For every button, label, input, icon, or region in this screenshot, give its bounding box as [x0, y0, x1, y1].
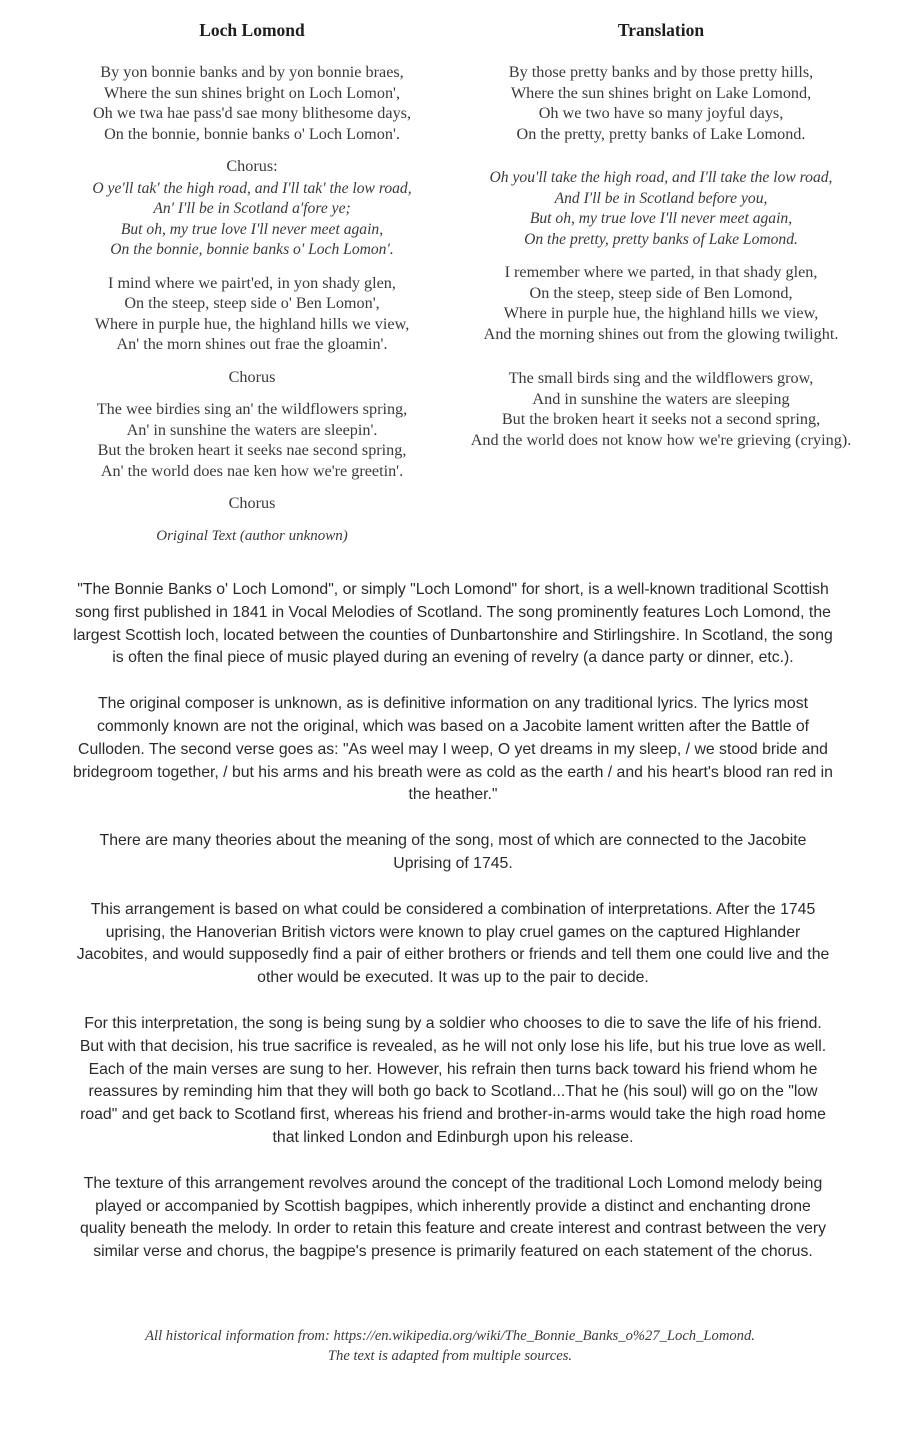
lyric-line: An' in sunshine the waters are sleepin'.	[126, 420, 378, 439]
lyric-line: Oh we two have so many joyful days,	[538, 104, 784, 122]
lyric-line: But the broken heart it seeks not a second spring,	[501, 410, 821, 428]
lyric-line: I remember where we parted, in that shady glen,	[504, 263, 818, 281]
lyric-line: The wee birdies sing an' the wildflowers spring,	[96, 400, 408, 418]
lyric-line: On the steep, steep side o' Ben Lomon',	[124, 294, 380, 312]
translation-verse-3	[466, 368, 856, 450]
lyric-line: Where in purple hue, the highland hills we view,	[503, 304, 819, 322]
description-paragraph: The original composer is unknown, as is definitive information on any traditional lyrics. The lyrics most commonly known are not the original, which was based on a Jacobite lament written after the Battle of Culloden. The second verse goes as: "As weel may I weep, O yet dreams in my sleep, / we stood bride and bridegroom together, / but his arms and his breath were as cold as the earth / and his heart's blood ran red in the heather."	[73, 695, 833, 804]
lyric-line: An' the morn shines out frae the gloamin'.	[116, 335, 388, 353]
lyric-line: Where in purple hue, the highland hills we view,	[94, 314, 410, 333]
lyric-line: On the bonnie, bonnie banks o' Loch Lomon'.	[104, 124, 400, 143]
chorus-reference: Chorus	[228, 494, 276, 512]
original-title: Loch Lomond	[199, 20, 305, 40]
lyric-line: And in sunshine the waters are sleeping	[532, 389, 790, 408]
lyric-line: On the pretty, pretty banks of Lake Lomond.	[524, 230, 798, 248]
description-paragraph: For this interpretation, the song is being sung by a soldier who chooses to die to save the life of his friend. But with that decision, his true sacrifice is revealed, as he will not only lose his life, but his true love as well. Each of the main verses are sung to her. However, his refrain then turns back toward his friend whom he reassures by reminding him that they will both go back to Scotland...That he (his soul) will go on the "low road" and get back to Scotland first, whereas his friend and brother-in-arms would take the high road home that linked London and Edinburgh upon his release.	[79, 1014, 827, 1146]
chorus-label: Chorus:	[226, 157, 278, 175]
lyric-line: Where the sun shines bright on Lake Lomond,	[510, 83, 812, 102]
footnote-source-line: All historical information from: https://en.wikipedia.org/wiki/The_Bonnie_Banks_o%27_Loch_Lomond.	[145, 1328, 755, 1344]
lyric-line: On the steep, steep side of Ben Lomond,	[529, 283, 793, 302]
original-verse-1	[52, 62, 452, 144]
lyric-line: And the morning shines out from the glowing twilight.	[483, 324, 839, 343]
lyric-line: But oh, my true love I'll never meet again,	[529, 210, 793, 227]
translation-chorus	[466, 168, 856, 250]
lyric-line: Oh we twa hae pass'd sae mony blithesome days,	[92, 104, 412, 122]
description-paragraph: The texture of this arrangement revolves around the concept of the traditional Loch Lomond melody being played or accompanied by Scottish bagpipes, which inherently provide a distinct and enchanting drone quality beneath the melody. In order to retain this feature and create interest and contrast between the very similar verse and chorus, the bagpipe's presence is primarily featured on each statement of the chorus.	[79, 1174, 827, 1261]
description-paragraph: "The Bonnie Banks o' Loch Lomond", or simply "Loch Lomond" for short, is a well-known traditional Scottish song first published in 1841 in Vocal Melodies of Scotland. The song prominently features Loch Lomond, the largest Scottish loch, located between the counties of Dunbartonshire and Stirlingshire. In Scotland, the song is often the final piece of music played during an evening of revelry (a dance party or dinner, etc.).	[73, 581, 833, 667]
original-verse-2	[52, 273, 452, 355]
lyric-line: By those pretty banks and by those pretty hills,	[508, 63, 814, 81]
description-paragraph: This arrangement is based on what could be considered a combination of interpretations. After the 1745 uprising, the Hanoverian British victors were known to play cruel games on the captured Highlander Jacobites, and would supposedly find a pair of either brothers or friends and tell them one could live and the other would be executed. It was up to the pair to decide.	[76, 900, 830, 987]
translation-verse-2	[466, 262, 856, 344]
lyric-line: Where the sun shines bright on Loch Lomon',	[103, 83, 401, 102]
chorus-reference: Chorus	[228, 367, 276, 386]
lyric-line: But the broken heart it seeks nae second spring,	[97, 441, 407, 459]
lyric-line: But oh, my true love I'll never meet again,	[120, 220, 384, 238]
original-lyrics-column	[52, 18, 452, 546]
original-verse-3	[52, 399, 452, 481]
lyric-line: Oh you'll take the high road, and I'll take the low road,	[489, 169, 833, 186]
lyric-line: And I'll be in Scotland before you,	[554, 189, 768, 207]
footnote-adaptation-line: The text is adapted from multiple sources.	[327, 1348, 573, 1364]
lyric-line: I mind where we pairt'ed, in yon shady glen,	[108, 273, 396, 292]
description-paragraph: There are many theories about the meaning of the song, most of which are connected to the Jacobite Uprising of 1745.	[99, 832, 807, 872]
translation-column	[466, 18, 856, 462]
source-footnote	[60, 1326, 840, 1366]
lyric-line: The small birds sing and the wildflowers grow,	[508, 369, 814, 387]
lyric-line: On the bonnie, bonnie banks o' Loch Lomon'.	[110, 241, 394, 258]
lyric-line: On the pretty, pretty banks of Lake Lomond.	[516, 124, 806, 143]
original-chorus	[52, 179, 452, 261]
lyric-line: By yon bonnie banks and by yon bonnie braes,	[100, 63, 404, 81]
translation-title: Translation	[617, 20, 705, 40]
lyric-line: An' the world does nae ken how we're greetin'.	[100, 461, 404, 480]
lyric-line: O ye'll tak' the high road, and I'll tak' the low road,	[92, 179, 412, 197]
translation-verse-1	[466, 62, 856, 144]
lyric-line: An' I'll be in Scotland a'fore ye;	[153, 200, 351, 217]
song-description	[72, 579, 834, 1287]
lyric-line: And the world does not know how we're grieving (crying).	[470, 430, 852, 449]
original-text-credit: Original Text (author unknown)	[156, 527, 348, 544]
